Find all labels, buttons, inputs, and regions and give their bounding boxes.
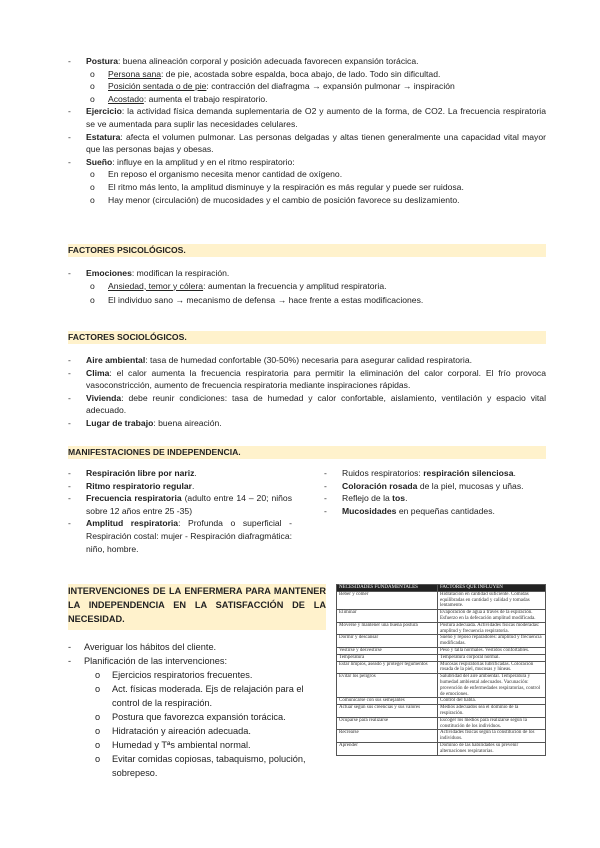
list-item: - Emociones: modifican la respiración.: [68, 268, 230, 278]
table-cell: Comunicarse con sus semejantes: [337, 698, 438, 705]
table-cell: Moverse y mantener una buena postura: [337, 622, 438, 635]
table-cell: Escoger los medios para realizarse según la constitución de los individuos.: [438, 717, 546, 730]
list-item: - Aire ambiental: tasa de humedad confortable (30-50%) necesaria para asegurar calidad respiratoria.: [68, 355, 472, 365]
table-cell: Temperatura corporal normal.: [438, 654, 546, 661]
table-row: [337, 622, 546, 635]
table-cell: Evaporación de agua a través de la espiración. Esfuerzo en la defecación amplitud modificada.: [438, 610, 546, 623]
table-cell: Salubridad del aire ambiental. Temperatura y humedad ambiental adecuados. Vacunación: provención de enfermedades respiratorias, control de emociones.: [438, 674, 546, 698]
list-item: o Hidratación y aireación adecuada.: [95, 726, 251, 736]
table-row: [337, 717, 546, 730]
interventions-heading: INTERVENCIONES DE LA ENFERMERA PARA MANTENER LA INDEPENDENCIA EN LA SATISFACCIÓN DE LA NECESIDAD.: [68, 586, 326, 624]
list-item: - Ejercicio: la actividad física demanda suplementaria de O2 y aumento de la forma, de CO2. La frecuencia respiratoria se ve aumentada para suplir las necesidades celulares.: [68, 106, 546, 129]
list-item: - Clima: el calor aumenta la frecuencia respiratoria para permitir la eliminación del calor corporal. El frío provoca vasoconstricción, aumento de frecuencia respiratoria mediante inspiraciones rápidas.: [68, 367, 546, 391]
list-item: - Sueño: influye en la amplitud y en el ritmo respiratorio:: [68, 156, 295, 167]
table-cell: Mucosas respiratorias lubrificadas. Coloración rosada de la piel, mucosas y lúneas.: [438, 661, 546, 674]
list-item: - Amplitud respiratoria: Profunda o superficial - Respiración costal: mujer - Respiración diafragmática: niño, hombre.: [68, 518, 292, 554]
list-item: - Coloración rosada de la piel, mucosas y uñas.: [324, 480, 524, 491]
table-cell: Actuar según sus creencias y sus valores: [337, 705, 438, 718]
list-item: - Lugar de trabajo: buena aireación.: [68, 417, 222, 428]
table-header-row: [337, 585, 546, 592]
list-item: o En reposo el organismo necesita menor cantidad de oxígeno.: [90, 169, 343, 180]
table-cell: Vestirse y desvestirse: [337, 647, 438, 654]
list-item: - Ritmo respiratorio regular.: [68, 480, 195, 491]
table-cell: Aprender: [337, 742, 438, 755]
table-row: [337, 698, 546, 705]
table-cell: Eliminar: [337, 610, 438, 623]
section-heading-manifestations: MANIFESTACIONES DE INDEPENDENCIA.: [68, 446, 546, 459]
psychological-factors-list: [68, 267, 546, 307]
list-item: o Hay menor (circulación) de mucosidades y el cambio de posición favorece su deslizamiento.: [90, 194, 460, 205]
table-row: [337, 705, 546, 718]
list-item: - Postura: buena alineación corporal y posición adecuada favorecen expansión torácica.: [68, 56, 419, 66]
table-row: [337, 591, 546, 609]
table-header-cell: FACTORES QUE INFLUYEN: [438, 585, 546, 592]
table-cell: Dormir y descansar: [337, 635, 438, 648]
table-row: [337, 647, 546, 654]
list-item: - Averiguar los hábitos del cliente.: [68, 642, 217, 652]
list-item: - Frecuencia respiratoria (adulto entre 14 – 20; niños sobre 12 años entre 25 -35): [68, 493, 292, 516]
table-row: [337, 730, 546, 743]
list-item: o Ejercicios respiratorios frecuentes.: [95, 670, 253, 680]
list-item: - Estatura: afecta el volumen pulmonar. Las personas delgadas y altas tienen generalmente una capacidad vital mayor que las personas bajas y obesas.: [68, 131, 546, 155]
table-cell: Hidratación en cantidad suficiente. Comidas equilibradas en cantidad y calidad y tomadas lentamente.: [438, 591, 546, 609]
table-cell: Dominio de las habilidades su prevenir alternaciones respiratorias.: [438, 742, 546, 755]
table-cell: Temperatura: [337, 654, 438, 661]
table-cell: Estar limpios, aseado y proteger tegumentos: [337, 661, 438, 674]
list-item: o Humedad y Tªs ambiental normal.: [95, 740, 251, 750]
table-row: [337, 635, 546, 648]
needs-factors-table: [336, 584, 546, 756]
list-item: o Persona sana: de pie, acostada sobre espalda, boca abajo, de lado. Todo sin dificultad.: [90, 68, 441, 79]
list-item: - Respiración libre por nariz.: [68, 468, 197, 478]
physiological-factors-list: [68, 55, 546, 206]
interventions-heading-box: [68, 584, 326, 630]
section-heading-psychological: FACTORES PSICOLÓGICOS.: [68, 244, 546, 257]
list-item: - Planificación de las intervenciones:: [68, 656, 227, 666]
table-row: [337, 674, 546, 698]
table-cell: Postura adecuada. Actividades físicas moderadas: amplitud y frecuencia respiratoria.: [438, 622, 546, 635]
table-cell: Medios adecuados sea el dominio de la respiración.: [438, 705, 546, 718]
table-cell: Control del habla.: [438, 698, 546, 705]
list-item: o Acostado: aumenta el trabajo respiratorio.: [90, 93, 268, 104]
table-cell: Ocuparse para realizarse: [337, 717, 438, 730]
table-cell: Recrearse: [337, 730, 438, 743]
list-item: - Vivienda: debe reunir condiciones: tasa de humedad y calor confortable, aislamiento, ventilación y espacio vital adecuado.: [68, 392, 546, 416]
table-header-cell: NECESIDADES FUNDAMENTALES: [337, 585, 438, 592]
table-cell: Actividades físicas según la constitución de los individuos.: [438, 730, 546, 743]
interventions-list: [68, 640, 326, 780]
sociological-factors-list: [68, 354, 546, 430]
table-row: [337, 610, 546, 623]
list-item: o El individuo sano → mecanismo de defensa → hace frente a estas modificaciones.: [90, 295, 424, 306]
list-item: o Posición sentada o de pie: contracción del diafragma → expansión pulmonar → inspiración: [90, 81, 455, 92]
table-cell: Evitar los peligros: [337, 674, 438, 698]
list-item: - Ruidos respiratorios: respiración silenciosa.: [324, 468, 516, 478]
table-row: [337, 742, 546, 755]
list-item: o Ansiedad, temor y cólera: aumentan la frecuencia y amplitud respiratoria.: [90, 280, 387, 291]
table-cell: Beber y comer: [337, 591, 438, 609]
list-item: - Mucosidades en pequeñas cantidades.: [324, 505, 495, 516]
manifestations-left-column: [68, 467, 292, 555]
table-row: [337, 654, 546, 661]
list-item: - Reflejo de la tos.: [324, 493, 408, 504]
list-item: o Act. físicas moderada. Ejs de relajación para el control de la respiración.: [95, 684, 304, 708]
table-cell: Peso y talla normales. Vestidos confortables.: [438, 647, 546, 654]
list-item: o Evitar comidas copiosas, tabaquismo, polución, sobrepeso.: [95, 754, 306, 778]
list-item: o Postura que favorezca expansión torácica.: [95, 712, 286, 722]
table-row: [337, 661, 546, 674]
list-item: o El ritmo más lento, la amplitud disminuye y la respiración es más regular y puede ser ruidosa.: [90, 181, 464, 192]
section-heading-sociological: FACTORES SOCIOLÓGICOS.: [68, 331, 546, 344]
manifestations-right-column: [324, 467, 546, 517]
table-cell: Sueño y reposo reparadores: amplitud y frecuencia modificadas.: [438, 635, 546, 648]
